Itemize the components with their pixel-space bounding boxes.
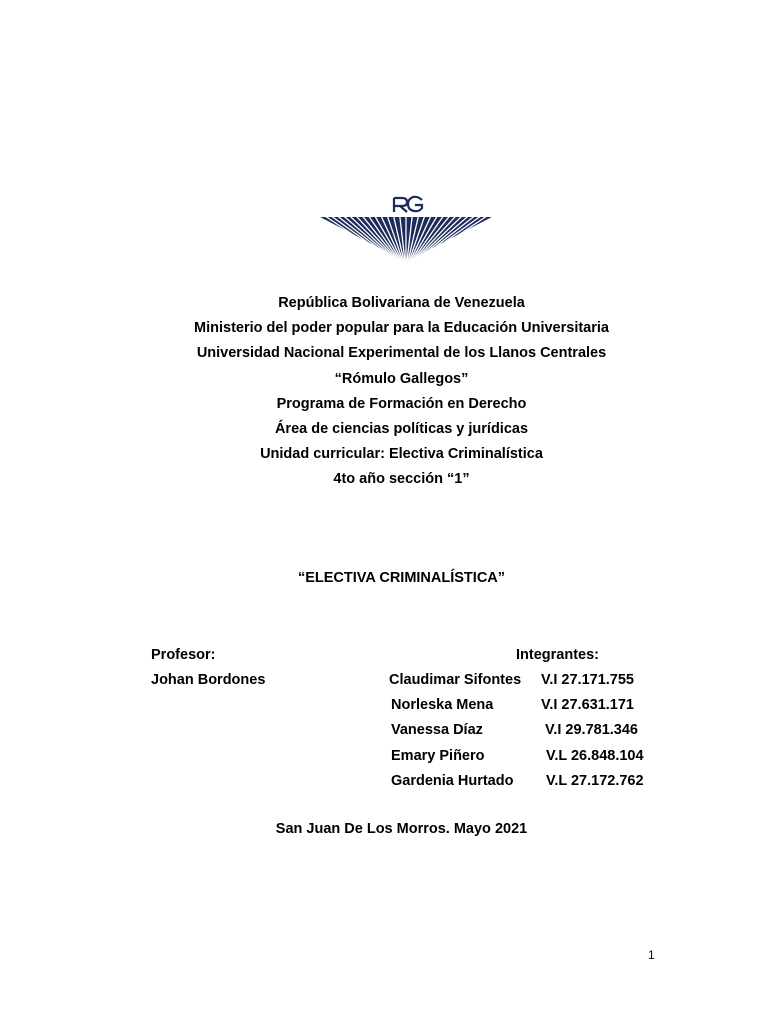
header-line-section: 4to año sección “1” [333,471,470,488]
member-name: Claudimar Sifontes [389,672,522,688]
document-title: “ELECTIVA CRIMINALÍSTICA” [297,570,506,586]
header-line-university-name: “Rómulo Gallegos” [334,370,469,387]
header-line-ministry: Ministerio del poder popular para la Educación Universitaria [194,320,609,337]
member-name: Gardenia Hurtado [391,773,514,789]
institution-header [0,291,768,493]
place-date: San Juan De Los Morros. Mayo 2021 [275,821,528,837]
professor-label: Profesor: [151,647,216,663]
page-number: 1 [648,948,655,962]
member-id: V.I 29.781.346 [545,722,638,738]
member-id: V.I 27.631.171 [541,697,634,713]
member-id: V.I 27.171.755 [541,672,634,688]
university-wings-logo-icon [318,190,494,264]
professor-name: Johan Bordones [151,672,266,688]
header-line-area: Área de ciencias políticas y jurídicas [274,420,529,437]
member-id: V.L 26.848.104 [546,748,644,764]
header-line-program: Programa de Formación en Derecho [276,395,527,412]
members-label: Integrantes: [516,647,599,663]
header-line-course: Unidad curricular: Electiva Criminalística [260,446,543,463]
member-id: V.L 27.172.762 [546,773,644,789]
header-line-republic: República Bolivariana de Venezuela [278,295,525,311]
member-name: Emary Piñero [391,748,485,764]
member-name: Vanessa Díaz [391,722,483,738]
member-name: Norleska Mena [391,697,494,713]
header-line-university: Universidad Nacional Experimental de los Llanos Centrales [196,345,607,362]
